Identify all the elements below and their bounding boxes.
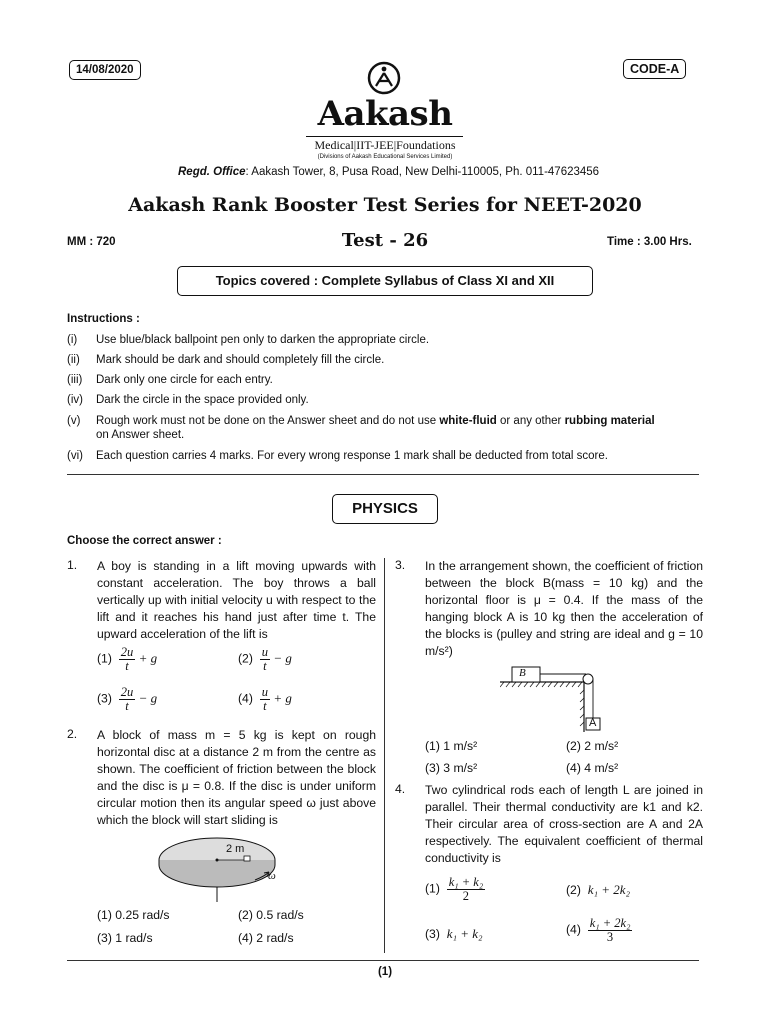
- footer-divider: [67, 960, 699, 961]
- option-4: (4) $\frac{u}{t}$ + g: [238, 685, 292, 713]
- question-number: 1.: [67, 558, 78, 572]
- option-3: (3) 1 rad/s: [97, 931, 153, 945]
- regd-text: : Aakash Tower, 8, Pusa Road, New Delhi-110005, Ph. 011-47623456: [245, 166, 600, 178]
- option-1: (1) $\frac{\text{k₁ + k₂}}{2}$: [425, 875, 484, 903]
- option-1: (1) 1 m/s²: [425, 739, 478, 753]
- column-divider: [384, 558, 385, 953]
- option-2: (2) k₁ + 2k₂: [566, 882, 631, 897]
- option-4: (4) 2 rad/s: [238, 931, 294, 945]
- question-number: 3.: [395, 558, 406, 572]
- brand-subtitle: Medical|IIT-JEE|Foundations: [314, 138, 456, 152]
- block-b-label: B: [519, 667, 526, 679]
- option-2: (2) $\frac{u}{t}$ − g: [238, 645, 292, 673]
- disc-distance-label: 2 m: [226, 843, 245, 855]
- section-title: PHYSICS: [332, 494, 438, 524]
- option-2: (2) 2 m/s²: [566, 739, 619, 753]
- instructions-heading: Instructions :: [67, 313, 140, 325]
- code-box: CODE-A: [623, 59, 686, 79]
- test-name: Test - 26: [341, 230, 429, 251]
- date-box: 14/08/2020: [69, 60, 141, 80]
- question-text: A block of mass m = 5 kg is kept on rough horizontal disc at a distance 2 m from the centre as shown. The coefficient of friction between the block and the disc is μ = 0.8. If the disc is under uniform circular motion then its angular speed ω just above which the block will start sliding is: [97, 728, 376, 827]
- question-text: In the arrangement shown, the coefficient of friction between the block B(mass = 10 kg) and the horizontal floor is μ = 0.4. If the mass of the hanging block A is 10 kg then the acceleration of the blocks is (pulley and string are ideal and g = 10 m/s²): [425, 559, 703, 658]
- brand-division: (Divisions of Aakash Educational Services Limited): [317, 154, 453, 160]
- option-3: (3) k₁ + k₂: [425, 926, 483, 941]
- option-4: (4) $\frac{\text{k₁ + 2k₂}}{3}$: [566, 916, 631, 944]
- question-text: A boy is standing in a lift moving upwards with constant acceleration. The boy throws a ball vertically up with initial velocity u with respect to the lift and it reaches his hand just after time t. The upward acceleration of the lift is: [97, 559, 376, 641]
- option-4: (4) 4 m/s²: [566, 761, 619, 775]
- topics-box: Topics covered : Complete Syllabus of Class XI and XII: [177, 266, 593, 296]
- option-2: (2) 0.5 rad/s: [238, 908, 304, 922]
- option-3: (3) $\frac{2u}{t}$ − g: [97, 685, 158, 713]
- option-1: (1) 0.25 rad/s: [97, 908, 170, 922]
- divider: [67, 474, 699, 475]
- brand-divider: [306, 136, 463, 137]
- option-1: (1) $\frac{2u}{t}$ + g: [97, 645, 158, 673]
- aakash-logo-icon: [366, 60, 402, 96]
- page-title: Aakash Rank Booster Test Series for NEET-2020: [128, 194, 642, 216]
- regd-office: [178, 166, 599, 178]
- choose-instruction: Choose the correct answer :: [67, 535, 222, 547]
- time-duration: Time : 3.00 Hrs.: [607, 236, 692, 248]
- max-marks: MM : 720: [67, 236, 116, 248]
- question-number: 2.: [67, 727, 78, 741]
- disc-figure: [155, 832, 285, 902]
- page-number: (1): [377, 966, 393, 978]
- omega-label: ω: [268, 870, 276, 882]
- block-a-label: A: [589, 717, 597, 729]
- brand-name: Aakash: [317, 94, 453, 134]
- regd-label: Regd. Office: [178, 166, 246, 178]
- question-text: Two cylindrical rods each of length L are joined in parallel. Their thermal conductivity are k1 and k2. Their circular area of cross-section are A and 2A respectively. The equivalent coefficient of thermal conductivity is: [425, 783, 703, 865]
- question-number: 4.: [395, 782, 406, 796]
- option-3: (3) 3 m/s²: [425, 761, 478, 775]
